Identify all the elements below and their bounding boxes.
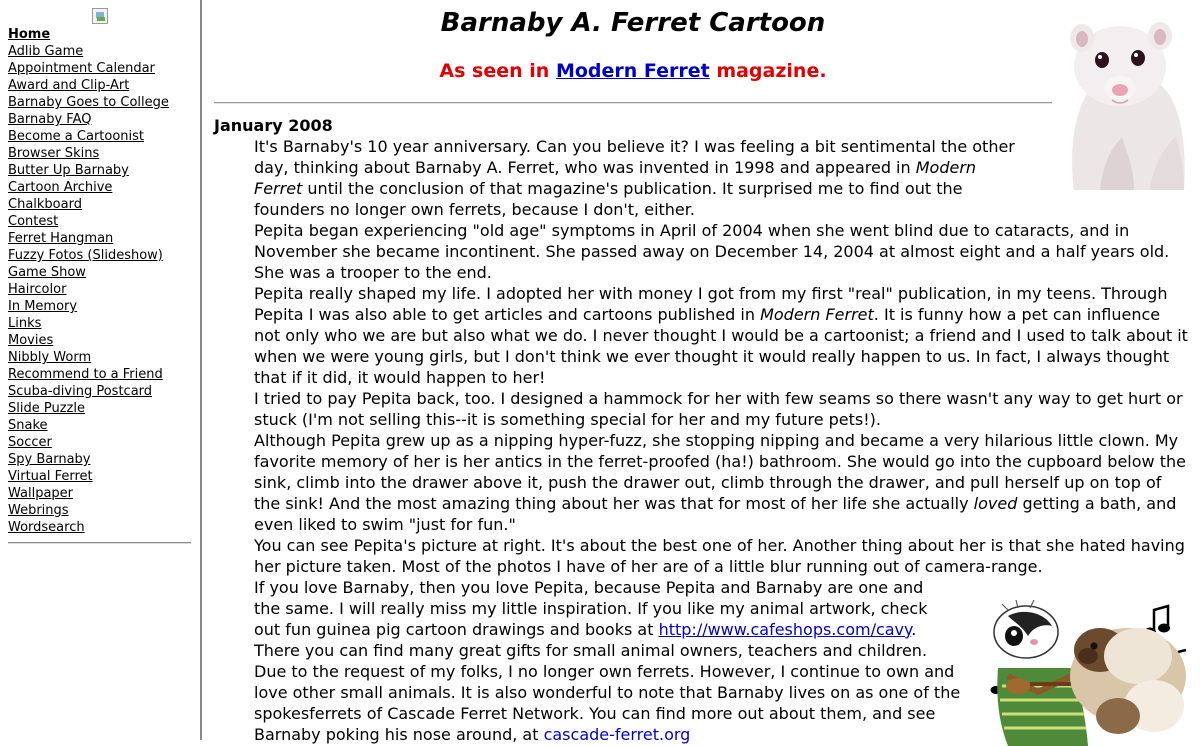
sidebar-link-haircolor[interactable]: Haircolor [8, 282, 67, 297]
page-subtitle [214, 60, 1052, 82]
sidebar-item-haircolor [8, 281, 192, 298]
sidebar-link-adlib-game[interactable]: Adlib Game [8, 44, 84, 59]
sidebar-item-wallpaper [8, 485, 192, 502]
sidebar-item-spy-barnaby [8, 451, 192, 468]
sidebar-item-snake [8, 417, 192, 434]
sidebar-item-virtual-ferret [8, 468, 192, 485]
sidebar-item-game-show [8, 264, 192, 281]
sidebar-link-ferret-hangman[interactable]: Ferret Hangman [8, 231, 114, 246]
sidebar-item-in-memory [8, 298, 192, 315]
sidebar-link-virtual-ferret[interactable]: Virtual Ferret [8, 469, 93, 484]
sidebar-link-movies[interactable]: Movies [8, 333, 54, 348]
sidebar-item-fuzzy-fotos [8, 247, 192, 264]
cafeshops-link[interactable]: http://www.cafeshops.com/cavy [658, 620, 912, 639]
sidebar-link-scuba-diving-postcard[interactable]: Scuba-diving Postcard [8, 384, 153, 399]
paragraph-1-emphasis: Modern Ferret [254, 158, 977, 198]
sidebar-item-movies [8, 332, 192, 349]
paragraph-5-emphasis: loved [973, 494, 1018, 513]
sidebar-item-barnaby-faq [8, 111, 192, 128]
sidebar-nav [8, 26, 192, 536]
sidebar-link-wallpaper[interactable]: Wallpaper [8, 486, 74, 501]
main-content [214, 0, 1194, 744]
sidebar-item-butter-up-barnaby [8, 162, 192, 179]
header-divider [214, 102, 1052, 104]
sidebar-link-snake[interactable]: Snake [8, 418, 48, 433]
sidebar-link-in-memory[interactable]: In Memory [8, 299, 78, 314]
sidebar-item-adlib-game [8, 43, 192, 60]
sidebar-item-nibbly-worm [8, 349, 192, 366]
sidebar-link-recommend-to-a-friend[interactable]: Recommend to a Friend [8, 367, 163, 382]
sidebar-item-home [8, 26, 192, 43]
paragraph-5 [254, 430, 1190, 535]
paragraph-3 [254, 283, 1190, 388]
modern-ferret-link[interactable]: Modern Ferret [555, 60, 710, 82]
sidebar-link-spy-barnaby[interactable]: Spy Barnaby [8, 452, 91, 467]
sidebar-item-soccer [8, 434, 192, 451]
paragraph-8-text-a: Due to the request of my folks, I no longer own ferrets. However, I continue to own and love other small animals. It is also wonderful to note that Barnaby lives on as one of the spokesferrets of Cascade Ferret Network. You can find more out about them, and see Barnaby poking his nose around, at [254, 662, 961, 744]
sidebar-item-links [8, 315, 192, 332]
sidebar-link-barnaby-goes-to-college[interactable]: Barnaby Goes to College [8, 95, 169, 110]
sidebar-item-cartoon-archive [8, 179, 192, 196]
sidebar-link-butter-up-barnaby[interactable]: Butter Up Barnaby [8, 163, 129, 178]
paragraph-2: Pepita began experiencing "old age" symptoms in April of 2004 when she went blind due to cataracts, and in November she became incontinent. She passed away on December 14, 2004 at almost eight and a half years old. She was a trooper to the end. [254, 221, 1170, 282]
guinea-pig-cartoon-image [978, 596, 1194, 746]
paragraph-1-text-a: It's Barnaby's 10 year anniversary. Can you believe it? I was feeling a bit sentimental the other day, thinking about Barnaby A. Ferret, who was invented in 1998 and appeared in [254, 137, 1015, 177]
paragraph-3-text-a: Pepita really shaped my life. I adopted her with money I got from my first "real" publication, in my teens. Through Pepita I was also able to get articles and cartoons published in [254, 284, 1168, 324]
paragraph-6: You can see Pepita's picture at right. It's about the best one of her. Another thing about her is that she hated having her picture taken. Most of the photos I have of her are of a little blur running out of camera-range. [254, 536, 1185, 576]
sidebar-link-wordsearch[interactable]: Wordsearch [8, 520, 85, 535]
paragraph-7-text-a: If you love Barnaby, then you love Pepita, because Pepita and Barnaby are one and the same. I will really miss my little inspiration. If you like my animal artwork, check out fun guinea pig cartoon drawings and books at [254, 578, 928, 639]
paragraph-5-text-b: getting a bath, and even liked to swim "just for fun." [254, 494, 1177, 534]
subtitle-prefix: As seen in [439, 60, 556, 82]
sidebar-link-contest[interactable]: Contest [8, 214, 59, 229]
sidebar-item-barnaby-goes-to-college [8, 94, 192, 111]
sidebar-item-contest [8, 213, 192, 230]
sidebar-item-become-a-cartoonist [8, 128, 192, 145]
sidebar-divider [8, 542, 191, 544]
sidebar-link-appointment-calendar[interactable]: Appointment Calendar [8, 61, 155, 76]
paragraph-3-emphasis: Modern Ferret [760, 305, 874, 324]
sidebar-item-wordsearch [8, 519, 192, 536]
sidebar-item-ferret-hangman [8, 230, 192, 247]
sidebar-inner [8, 8, 192, 544]
sidebar-link-award-clip-art[interactable]: Award and Clip-Art [8, 78, 130, 93]
sidebar-item-browser-skins [8, 145, 192, 162]
page-title: Barnaby A. Ferret Cartoon [440, 8, 826, 38]
sidebar-item-scuba-diving-postcard [8, 383, 192, 400]
sidebar-link-browser-skins[interactable]: Browser Skins [8, 146, 100, 161]
paragraph-5-text-a: Although Pepita grew up as a nipping hyper-fuzz, she stopping nipping and became a very hilarious little clown. My favorite memory of her is her antics in the ferret-proofed (ha!) bathroom. She would go into the cupboard below the sink, climb into the drawer above it, push the drawer out, climb through the drawer, and pull herself up on top of the sink! And the most amazing thing about her was that for most of her life she actually [254, 431, 1186, 513]
sidebar-item-webrings [8, 502, 192, 519]
sidebar-item-chalkboard [8, 196, 192, 213]
paragraph-8 [254, 661, 979, 745]
sidebar-link-become-a-cartoonist[interactable]: Become a Cartoonist [8, 129, 145, 144]
sidebar-item-appointment-calendar [8, 60, 192, 77]
broken-image-icon[interactable] [92, 8, 108, 24]
sidebar-item-award-clip-art [8, 77, 192, 94]
paragraph-7 [254, 577, 954, 661]
sidebar-link-slide-puzzle[interactable]: Slide Puzzle [8, 401, 85, 416]
sidebar-link-chalkboard[interactable]: Chalkboard [8, 197, 82, 212]
sidebar-link-game-show[interactable]: Game Show [8, 265, 86, 280]
paragraph-7-text-b: . There you can find many great gifts for small animal owners, teachers and children. [254, 620, 928, 660]
sidebar-link-barnaby-faq[interactable]: Barnaby FAQ [8, 112, 92, 127]
paragraph-1 [254, 136, 1026, 220]
sidebar-link-home[interactable]: Home [8, 27, 51, 42]
sidebar-link-soccer[interactable]: Soccer [8, 435, 52, 450]
paragraph-4: I tried to pay Pepita back, too. I designed a hammock for her with few seams so there wasn't any way to get hurt or stuck (I'm not selling this--it is something special for her and my future pets!). [254, 389, 1183, 429]
subtitle-suffix: magazine. [709, 60, 827, 82]
sidebar-link-fuzzy-fotos[interactable]: Fuzzy Fotos (Slideshow) [8, 248, 163, 263]
sidebar-link-webrings[interactable]: Webrings [8, 503, 69, 518]
sidebar [0, 0, 202, 740]
sidebar-link-cartoon-archive[interactable]: Cartoon Archive [8, 180, 113, 195]
paragraph-3-text-b: . It is funny how a pet can influence not only who we are but also what we do. I never thought I would be a cartoonist; a friend and I used to talk about it when we were young girls, but I don't think we ever thought it would really happen to us. In fact, I always thought that if it did, it would happen to her! [254, 305, 1188, 387]
article-date: January 2008 [214, 116, 333, 135]
sidebar-link-nibbly-worm[interactable]: Nibbly Worm [8, 350, 92, 365]
cascade-ferret-link[interactable]: cascade-ferret.org [543, 725, 691, 744]
paragraph-1-text-b: until the conclusion of that magazine's publication. It surprised me to find out the founders no longer own ferrets, because I don't, either. [254, 179, 963, 219]
sidebar-link-links[interactable]: Links [8, 316, 42, 331]
sidebar-item-slide-puzzle [8, 400, 192, 417]
sidebar-item-recommend-to-a-friend [8, 366, 192, 383]
